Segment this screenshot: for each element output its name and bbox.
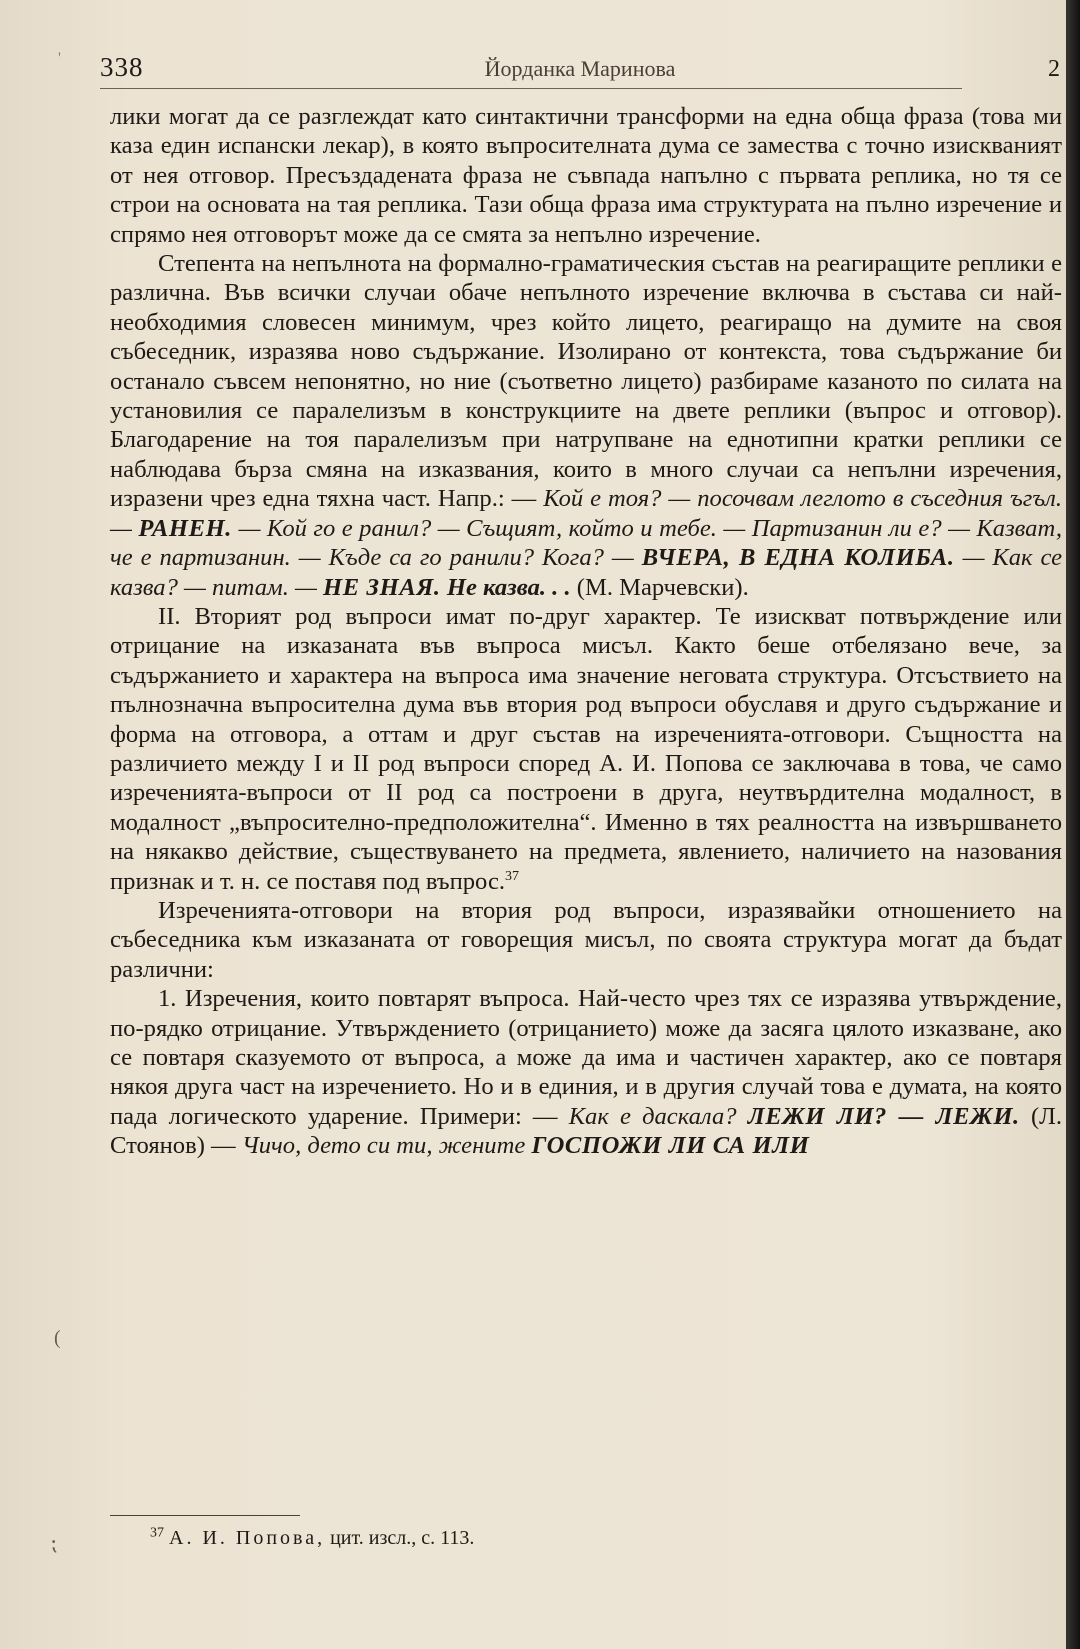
p2-example-6: НЕ ЗНАЯ. bbox=[323, 573, 441, 601]
header-rule bbox=[100, 88, 962, 89]
p5-example-4: ГОСПОЖИ ЛИ СА ИЛИ bbox=[531, 1132, 810, 1160]
p5-example-3: Чичо, дето си ти, жените bbox=[241, 1132, 526, 1160]
p3-text: II. Вторият род въпроси имат по-друг характер. Те изискват потвърждение или отрицание на изказаната във въпроса мисъл. Както беше отбелязано вече, за съдържанието и характера на въпроса има значение неговата структура. Отсъствието на пълнозначна въпросителна дума във втория род въпроси обуславя и друго съдържание и форма на отговора, а оттам и друг състав на изреченията-отговори. Същността на различието между I и II род въпроси според А. И. Попова се заключава в това, че само изреченията-въпроси от II род са построени в друга, неутвърдителна модалност, в модалност „въпросително-предположителна“. Именно в тях реалността на извършването на някакво действие, съществуването на предмета, явлението, наличието на назования признак и т. н. се поставя под въпрос. bbox=[110, 602, 1062, 895]
page-header bbox=[100, 52, 1060, 86]
p5-source: (Л. Стоянов) — bbox=[110, 1102, 1063, 1160]
p2-text: Степента на непълнота на формално-граматическия състав на реагиращите реплики е различна. Във всички случаи обаче непълното изречение включва в състава си най-необходимия словесен минимум, чрез който лицето, реагиращо на думите на своя събеседник, изразява ново съдържание. Изолирано от контекста, това съдържание би останало съвсем непонятно, но ние (съответно лицето) разбираме казаното по силата на установилия се паралелизъм в конструкциите на двете реплики (въпрос и отговор). Благодарение на тоя паралелизъм при натрупване на еднотипни кратки реплики се наблюдава бърза смяна на изказвания, които в много случаи са непълни изречения, изразени чрез една тяхна част. Напр.: — bbox=[110, 250, 1062, 513]
p2-source: (М. Марчевски). bbox=[576, 573, 749, 601]
footnote-reference: цит. изсл., с. 113. bbox=[330, 1527, 475, 1549]
footnote-rule bbox=[110, 1515, 300, 1516]
p2-example-4: ВЧЕРА, В ЕДНА КОЛИБА. bbox=[641, 544, 955, 572]
paragraph-4: Изреченията-отговори на втория род въпроси, изразявайки отношението на събеседника към изказаната от говорещия мисъл, по своята структура могат да бъдат различни: bbox=[110, 896, 1062, 983]
header-right-mark: 2 bbox=[1048, 56, 1060, 82]
footnote-number: 37 bbox=[150, 1525, 164, 1541]
p2-example-5: — Как се казва? — питам. — bbox=[110, 544, 1062, 601]
footnote-ref-37: 37 bbox=[505, 868, 520, 884]
p2-example-1: Кой е тоя? — посочвам леглото в съседния ъгъл. — bbox=[110, 485, 1062, 542]
paragraph-5 bbox=[110, 984, 1062, 1160]
paragraph-2 bbox=[110, 249, 1062, 602]
running-head: Йорданка Маринова bbox=[484, 56, 676, 81]
body-text bbox=[110, 102, 1062, 1161]
p5-example-1: Как е даскала? bbox=[568, 1102, 737, 1130]
footnote-author: А. И. Попова, bbox=[169, 1527, 326, 1549]
margin-mark-middle: ( bbox=[54, 1327, 61, 1349]
paragraph-3 bbox=[110, 602, 1062, 896]
page-edge-shadow bbox=[1066, 0, 1080, 1649]
p2-example-3: — Кой го е ранил? — Същият, който и тебе. — Партизанин ли е? — Казват, че е партизанин. — Къде са го ранили? Кога? — bbox=[110, 514, 1063, 572]
p2-example-7: Не казва. . . bbox=[446, 573, 571, 601]
p5-example-2: ЛЕЖИ ЛИ? — ЛЕЖИ. bbox=[747, 1102, 1020, 1130]
footnote bbox=[150, 1525, 474, 1551]
margin-mark-top: ' bbox=[58, 50, 61, 67]
page-number: 338 bbox=[100, 52, 144, 82]
p5-text: 1. Изречения, които повтарят въпроса. Най-често чрез тях се изразява утвърждение, по-рядко отрицание. Утвърждението (отрицанието) може да засяга цялото изказване, ако се повтаря сказуемото от въпроса, а може да има и частичен характер, ако се повтаря някоя друга част на изречението. Но и в единия, и в другия случай това е думата, на която пада логическото ударение. Примери: — bbox=[110, 985, 1062, 1130]
paragraph-1: лики могат да се разглеждат като синтактични трансформи на една обща фраза (това ми каза един испански лекар), в която въпросителната дума се замества с точно изискваният от нея отговор. Пресъздадената фраза не съвпада напълно с първата реплика, но тя се строи на основата на тая реплика. Тази обща фраза има структурата на пълно изречение и спрямо нея отговорът може да се смята за непълно изречение. bbox=[110, 103, 1062, 248]
margin-mark-bottom: ⁏ bbox=[50, 1530, 58, 1555]
p2-example-2: РАНЕН. bbox=[138, 514, 233, 542]
